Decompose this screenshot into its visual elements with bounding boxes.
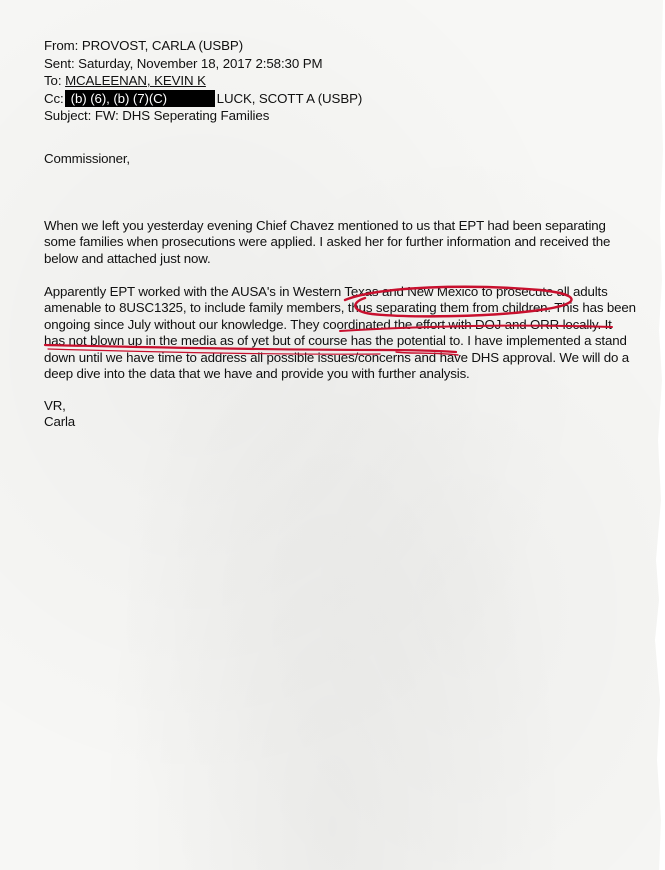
redaction-box: (b) (6), (b) (7)(C) — [65, 90, 215, 107]
subject-row — [44, 107, 624, 125]
paragraph-2-line: ongoing since July without our knowledge. They coordinated the effort with DOJ and ORR locally. It — [44, 316, 612, 332]
closing — [44, 398, 634, 431]
cc-value: LUCK, SCOTT A (USBP) — [216, 90, 363, 106]
paragraph-1-line: When we left you yesterday evening Chief Chavez mentioned to us that EPT had been separating — [44, 218, 606, 233]
paragraph-2-line: Apparently EPT worked with the AUSA's in Western Texas and New Mexico to prosecute all adults — [44, 284, 608, 299]
from-value: PROVOST, CARLA (USBP) — [81, 38, 244, 53]
sent-value: Saturday, November 18, 2017 2:58:30 PM — [78, 55, 323, 71]
paragraph-1-line: some families when prosecutions were applied. I asked her for further information and received the — [44, 234, 611, 250]
paragraph-1-line: below and attached just now. — [44, 250, 211, 266]
salutation — [44, 151, 634, 167]
paragraph-2 — [44, 284, 634, 382]
paragraph-2-line: has not blown up in the media as of yet but of course has the potential to. I have implemented a stand — [44, 333, 627, 349]
cc-label: Cc: — [44, 90, 64, 106]
from-row — [44, 37, 624, 55]
signature-text: Carla — [44, 414, 76, 430]
paragraph-2-line: down until we have time to address all possible issues/concerns and have DHS approval. We will do a — [44, 349, 630, 365]
to-value: MCALEENAN, KEVIN K — [65, 73, 206, 89]
subject-value: FW: DHS Seperating Families — [94, 108, 270, 124]
to-label: To: — [44, 73, 62, 89]
salutation-text: Commissioner, — [44, 151, 130, 166]
from-label: From: — [44, 38, 79, 53]
paragraph-2-line: amenable to 8USC1325, to include family members, thus separating them from children. This has been — [44, 300, 636, 316]
subject-label: Subject: — [44, 108, 92, 124]
paragraph-1 — [44, 218, 634, 267]
to-row — [44, 72, 624, 90]
closing-text: VR, — [44, 398, 66, 413]
sent-label: Sent: — [44, 55, 75, 71]
torn-paper-edge — [635, 0, 665, 870]
cc-row — [44, 90, 624, 108]
paragraph-2-line: deep dive into the data that we have and provide you with further analysis. — [44, 366, 470, 382]
sent-row — [44, 55, 624, 73]
email-header — [44, 37, 624, 125]
